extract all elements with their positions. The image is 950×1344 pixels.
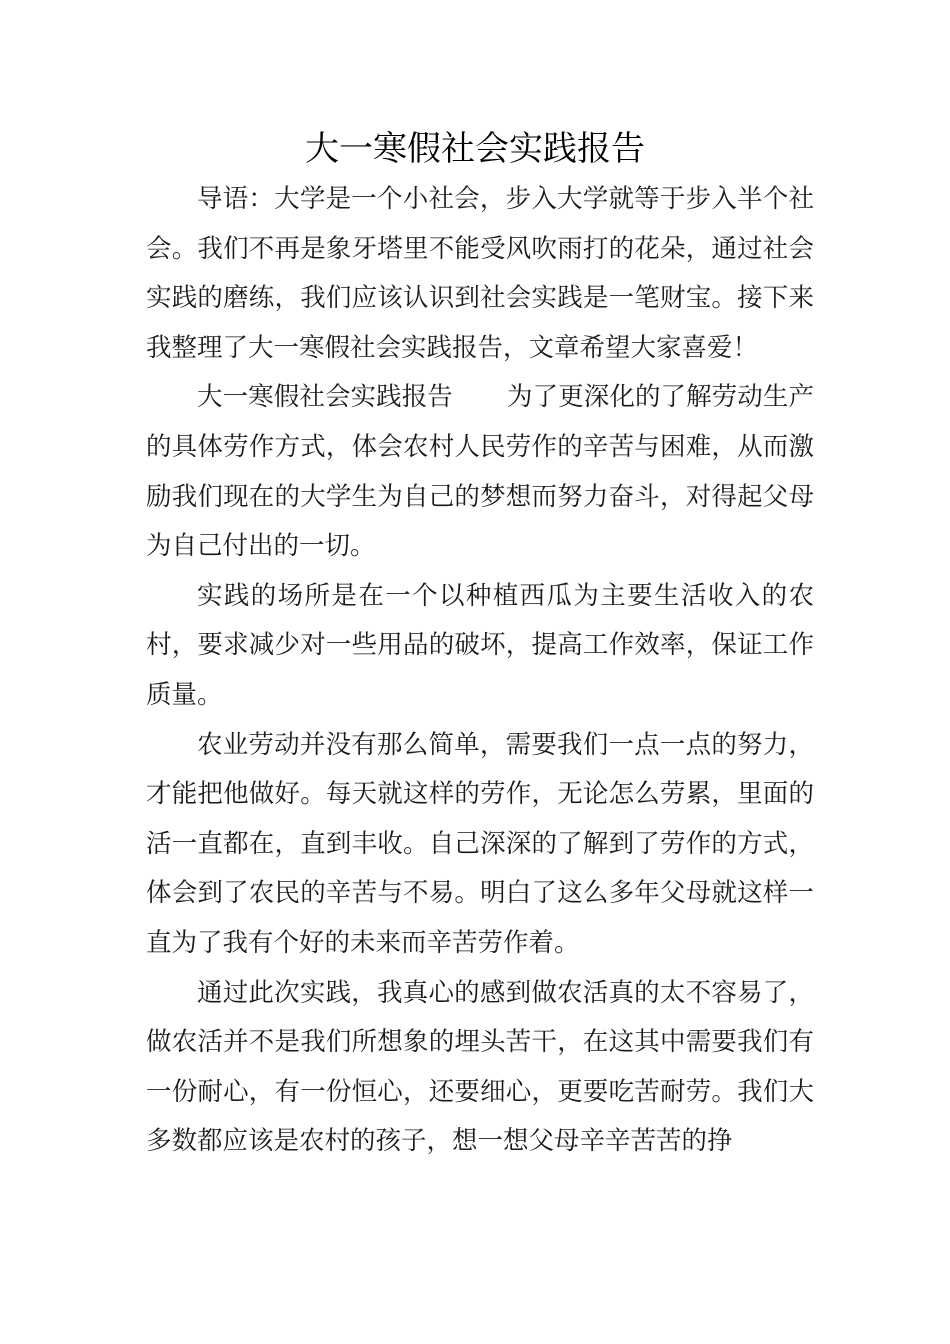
document-body [146, 175, 814, 1167]
paragraph-reflection: 通过此次实践，我真心的感到做农活真的太不容易了，做农活并不是我们所想象的埋头苦干，在这其中需要我们有一份耐心，有一份恒心，还要细心，更要吃苦耐劳。我们大多数都应该是农村的孩子，想一想父母辛辛苦苦的挣 [146, 977, 814, 1157]
document-title: 大一寒假社会实践报告 [305, 129, 645, 169]
paragraph-intro: 导语：大学是一个小社会，步入大学就等于步入半个社会。我们不再是象牙塔里不能受风吹雨打的花朵，通过社会实践的磨练，我们应该认识到社会实践是一笔财宝。接下来我整理了大一寒假社会实践报告，文章希望大家喜爱！ [146, 184, 814, 363]
section-heading: 大一寒假社会实践报告 [197, 382, 453, 413]
paragraph-location: 实践的场所是在一个以种植西瓜为主要生活收入的农村，要求减少对一些用品的破坏，提高工作效率，保证工作质量。 [146, 580, 814, 710]
paragraph-purpose [146, 373, 814, 571]
paragraph-purpose-text: 为了更深化的了解劳动生产的具体劳作方式，体会农村人民劳作的辛苦与困难，从而激励我们现在的大学生为自己的梦想而努力奋斗，对得起父母为自己付出的一切。 [146, 382, 814, 562]
paragraph-farm-work: 农业劳动并没有那么简单，需要我们一点一点的努力，才能把他做好。每天就这样的劳作，无论怎么劳累，里面的活一直都在，直到丰收。自己深深的了解到了劳作的方式，体会到了农民的辛苦与不易。明白了这么多年父母就这样一直为了我有个好的未来而辛苦劳作着。 [146, 729, 814, 958]
